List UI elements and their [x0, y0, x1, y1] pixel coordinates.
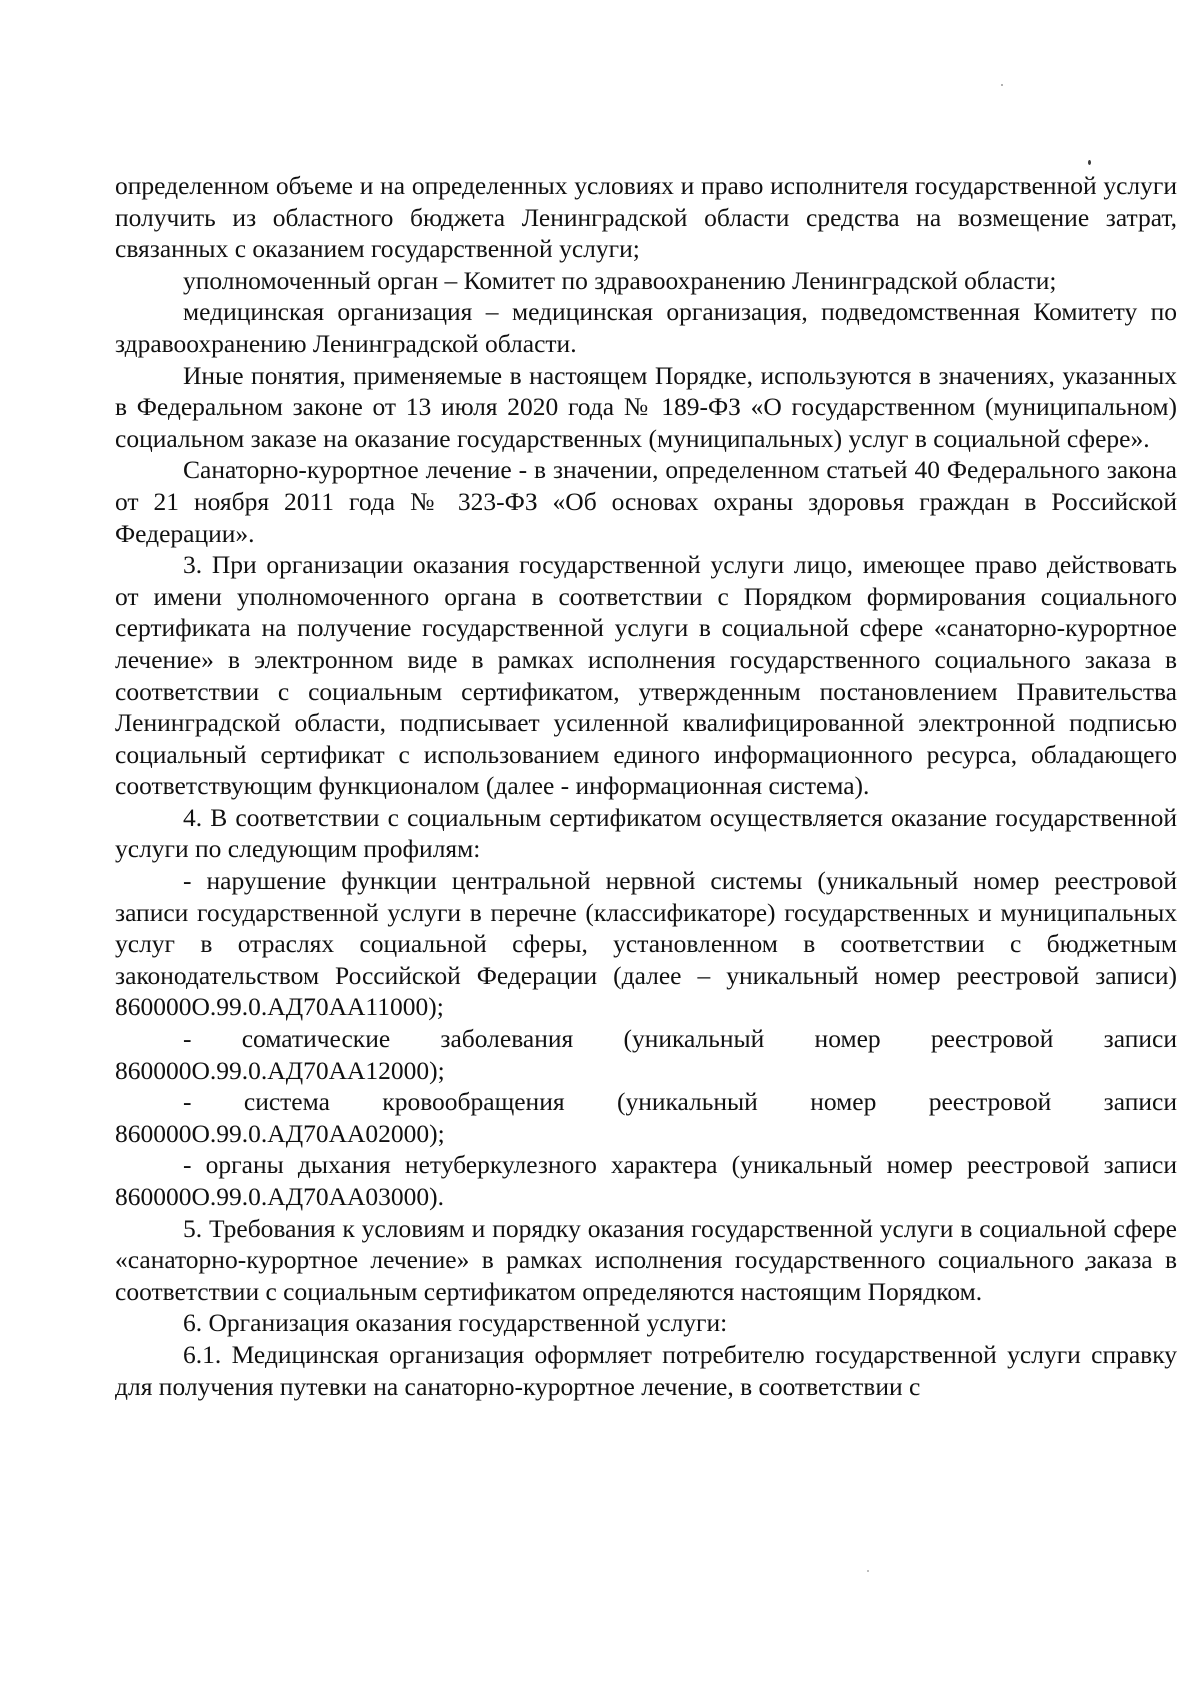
paragraph-medical-organization: медицинская организация – медицинская организация, подведомственная Комитету по здравоохранению Ленинградской области.	[115, 297, 1177, 358]
list-item-respiratory-organs: - органы дыхания нетуберкулезного характера (уникальный номер реестровой записи 860000О.99.0.АД70АА03000).	[115, 1150, 1177, 1211]
list-item-circulatory-system: - система кровообращения (уникальный номер реестровой записи 860000О.99.0.АД70АА02000);	[115, 1087, 1177, 1148]
document-body	[115, 170, 1177, 1402]
paragraph-authorized-body: уполномоченный орган – Комитет по здравоохранению Ленинградской области;	[183, 265, 1057, 295]
scan-speck	[1088, 160, 1091, 165]
paragraph-section-3: 3. При организации оказания государственной услуги лицо, имеющее право действовать от имени уполномоченного органа в соответствии с Порядком формирования социального сертификата на получение государственной услуги в социальной сфере «санаторно-курортное лечение» в электронном виде в рамках исполнения государственного социального заказа в соответствии с социальным сертификатом, утвержденным постановлением Правительства Ленинградской области, подписывает усиленной квалифицированной электронной подписью социальный сертификат с использованием единого информационного ресурса, обладающего соответствующим функционалом (далее - информационная система).	[115, 550, 1177, 801]
paragraph-section-4: 4. В соответствии с социальным сертификатом осуществляется оказание государственной услуги по следующим профилям:	[115, 802, 1177, 864]
paragraph-section-6-1: 6.1. Медицинская организация оформляет потребителю государственной услуги справку для получения путевки на санаторно-курортное лечение, в соответствии с	[115, 1339, 1177, 1401]
paragraph-section-5: 5. Требования к условиям и порядку оказания государственной услуги в социальной сфере «санаторно-курортное лечение» в рамках исполнения государственного социального заказа в соответствии с социальным сертификатом определяются настоящим Порядком.	[115, 1213, 1177, 1306]
paragraph-section-6: 6. Организация оказания государственной услуги:	[183, 1308, 728, 1338]
scan-speck	[867, 1570, 869, 1572]
paragraph-continuation: определенном объеме и на определенных условиях и право исполнителя государственной услуги получить из областного бюджета Ленинградской области средства на возмещение затрат, связанных с оказанием государственной услуги;	[115, 171, 1177, 264]
scan-speck	[1001, 84, 1003, 86]
paragraph-sanatorium-treatment: Санаторно-курортное лечение - в значении, определенном статьей 40 Федерального закона от 21 ноября 2011 года № 323-ФЗ «Об основах охраны здоровья граждан в Российской Федерации».	[115, 455, 1177, 548]
list-item-somatic-diseases: - соматические заболевания (уникальный номер реестровой записи 860000О.99.0.АД70АА12000);	[115, 1024, 1177, 1085]
paragraph-other-terms: Иные понятия, применяемые в настоящем Порядке, используются в значениях, указанных в Федеральном законе от 13 июля 2020 года № 189-ФЗ «О государственном (муниципальном) социальном заказе на оказание государственных (муниципальных) услуг в социальной сфере».	[115, 360, 1177, 453]
list-item-nervous-system: - нарушение функции центральной нервной системы (уникальный номер реестровой записи государственной услуги в перечне (классификаторе) государственных и муниципальных услуг в отраслях социальной сферы, установленном в соответствии с бюджетным законодательством Российской Федерации (далее – уникальный номер реестровой записи) 860000О.99.0.АД70АА11000);	[115, 866, 1177, 1022]
